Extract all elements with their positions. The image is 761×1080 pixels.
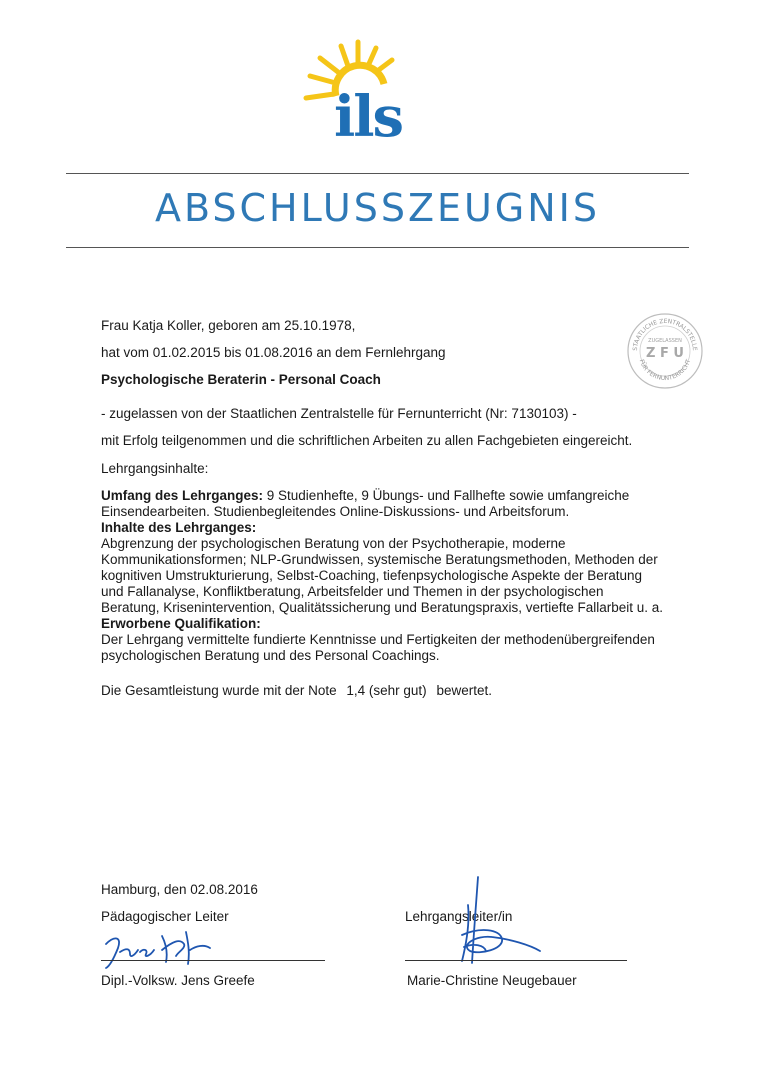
left-signature xyxy=(100,922,220,972)
course-details xyxy=(101,488,671,664)
left-signatory-name: Dipl.-Volksw. Jens Greefe xyxy=(101,973,255,988)
scope-line-1 xyxy=(101,488,671,504)
right-signatory-role: Lehrgangsleiter/in xyxy=(405,909,513,924)
grade-line xyxy=(101,683,492,699)
left-signature-line xyxy=(101,960,325,961)
contents-line: Kommunikationsformen; NLP-Grundwissen, systemische Beratungsmethoden, Methoden der xyxy=(101,552,658,567)
scope-heading: Umfang des Lehrganges: xyxy=(101,488,264,503)
grade-value: 1,4 (sehr gut) xyxy=(346,683,427,698)
contents-line: und Fallanalyse, Konfliktberatung, Arbeitsfelder und Themen in der psychologischen xyxy=(101,584,604,599)
seal-middle-text: ZUGELASSEN xyxy=(648,338,682,344)
qualification-line: psychologischen Beratung und des Personal Coachings. xyxy=(101,648,440,663)
contents-label: Lehrgangsinhalte: xyxy=(101,461,209,476)
right-signature-line xyxy=(405,960,627,961)
seal-letters: Z F U xyxy=(646,346,684,361)
qualification-heading: Erworbene Qualifikation: xyxy=(101,616,261,631)
right-signatory-name: Marie-Christine Neugebauer xyxy=(407,973,577,988)
right-signature xyxy=(440,875,560,970)
scope-line-2: Einsendearbeiten. Studienbegleitendes Online-Diskussions- und Arbeitsforum. xyxy=(101,504,570,519)
top-rule xyxy=(66,173,689,174)
zfu-seal xyxy=(626,312,704,390)
left-signatory-role: Pädagogischer Leiter xyxy=(101,909,229,924)
place-date: Hamburg, den 02.08.2016 xyxy=(101,882,258,897)
document-title: ABSCHLUSSZEUGNIS xyxy=(154,186,600,230)
recipient-line: Frau Katja Koller, geboren am 25.10.1978, xyxy=(101,318,356,333)
contents-heading: Inhalte des Lehrganges: xyxy=(101,520,257,535)
seal-top-text: STAATLICHE ZENTRALSTELLE xyxy=(631,317,699,351)
contents-line: kognitiven Umstrukturierung, Selbst-Coaching, tiefenpsychologische Aspekte der Beratung xyxy=(101,568,643,583)
qualification-line: Der Lehrgang vermittelte fundierte Kenntnisse und Fertigkeiten der methodenübergreifenden xyxy=(101,632,655,647)
grade-suffix: bewertet. xyxy=(436,683,492,698)
title-underline xyxy=(66,247,689,248)
period-line: hat vom 01.02.2015 bis 01.08.2016 an dem Fernlehrgang xyxy=(101,345,446,360)
contents-line: Abgrenzung der psychologischen Beratung von der Psychotherapie, moderne xyxy=(101,536,566,551)
ils-logo xyxy=(296,38,426,140)
logo-text: ils xyxy=(334,84,403,140)
contents-line: Beratung, Krisenintervention, Qualitätssicherung und Beratungspraxis, vertiefte Fallarbeit u. a. xyxy=(101,600,664,615)
svg-text:FÜR FERNUNTERRICHT xyxy=(638,358,693,382)
success-line: mit Erfolg teilgenommen und die schriftlichen Arbeiten zu allen Fachgebieten eingereicht. xyxy=(101,433,633,448)
scope-text-1: 9 Studienhefte, 9 Übungs- und Fallhefte sowie umfangreiche xyxy=(263,488,630,503)
grade-prefix: Die Gesamtleistung wurde mit der Note xyxy=(101,683,337,698)
seal-bottom-text: FÜR FERNUNTERRICHT xyxy=(637,358,693,383)
approval-line: - zugelassen von der Staatlichen Zentralstelle für Fernunterricht (Nr: 7130103) - xyxy=(101,406,577,421)
course-name: Psychologische Beraterin - Personal Coach xyxy=(101,372,381,387)
